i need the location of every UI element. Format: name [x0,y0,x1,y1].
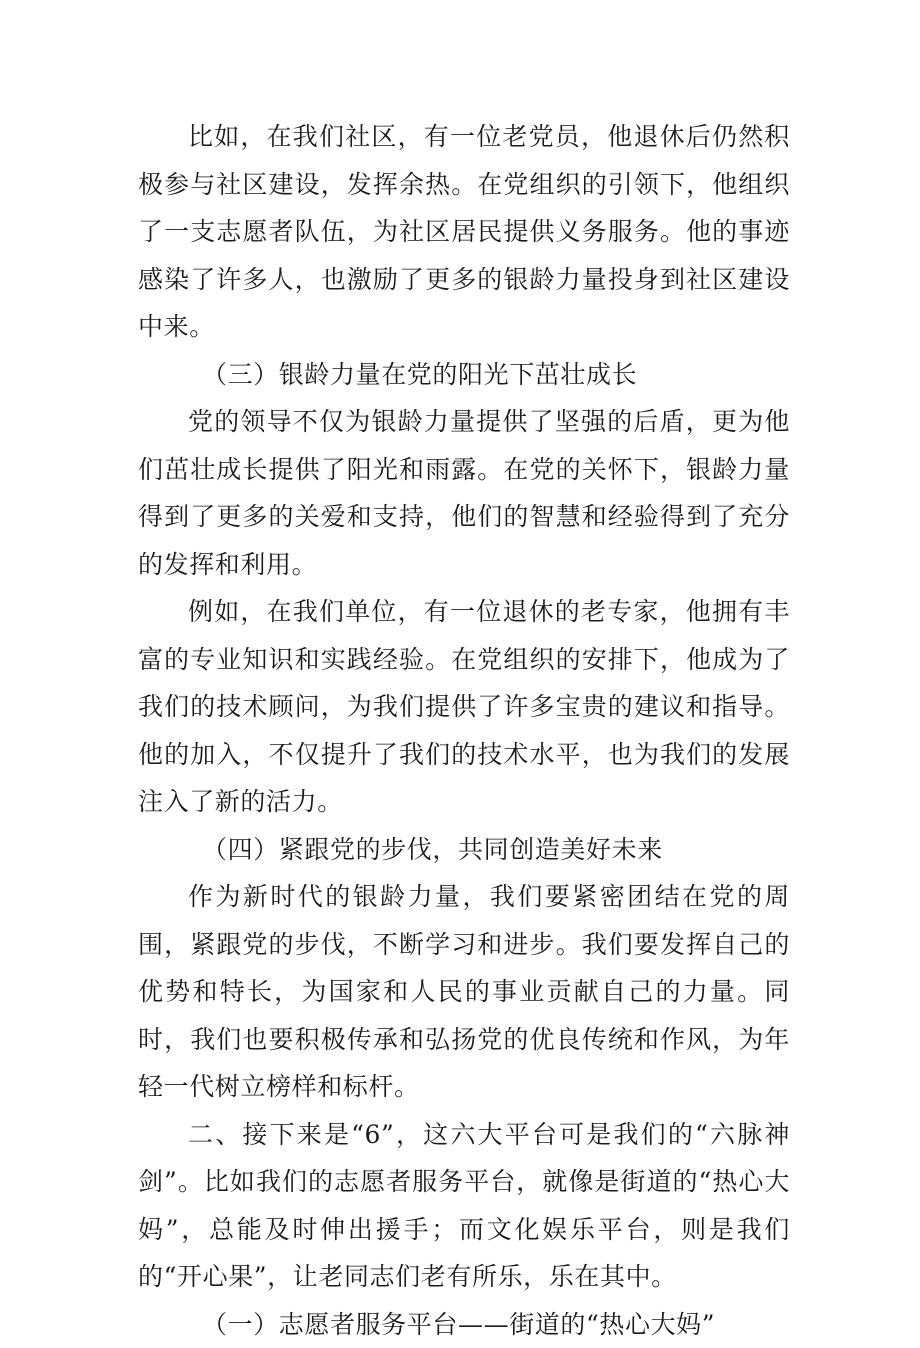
paragraph-new-era: 作为新时代的银龄力量，我们要紧密团结在党的周围，紧跟党的步伐，不断学习和进步。我们要发挥自己的优势和特长，为国家和人民的事业贡献自己的力量。同时，我们也要积极传承和弘扬党的优良传统和作风，为年轻一代树立榜样和标杆。 [138,873,790,1111]
section-heading-4: （四）紧跟党的步伐，共同创造美好未来 [138,826,790,874]
paragraph-retired-expert: 例如，在我们单位，有一位退休的老专家，他拥有丰富的专业知识和实践经验。在党组织的安排下，他成为了我们的技术顾问，为我们提供了许多宝贵的建议和指导。他的加入，不仅提升了我们的技术水平，也为我们的发展注入了新的活力。 [138,588,790,826]
document-body [138,113,790,1348]
section-heading-volunteer: （一）志愿者服务平台——街道的“热心大妈” [138,1301,790,1348]
paragraph-party-leadership: 党的领导不仅为银龄力量提供了坚强的后盾，更为他们茁壮成长提供了阳光和雨露。在党的关怀下，银龄力量得到了更多的关爱和支持，他们的智慧和经验得到了充分的发挥和利用。 [138,398,790,588]
paragraph-community-party-member: 比如，在我们社区，有一位老党员，他退休后仍然积极参与社区建设，发挥余热。在党组织的引领下，他组织了一支志愿者队伍，为社区居民提供义务服务。他的事迹感染了许多人，也激励了更多的银龄力量投身到社区建设中来。 [138,113,790,351]
section-heading-3: （三）银龄力量在党的阳光下茁壮成长 [138,351,790,399]
paragraph-six-platforms: 二、接下来是“6”，这六大平台可是我们的“六脉神剑”。比如我们的志愿者服务平台，就像是街道的“热心大妈”，总能及时伸出援手；而文化娱乐平台，则是我们的“开心果”，让老同志们老有所乐，乐在其中。 [138,1111,790,1301]
